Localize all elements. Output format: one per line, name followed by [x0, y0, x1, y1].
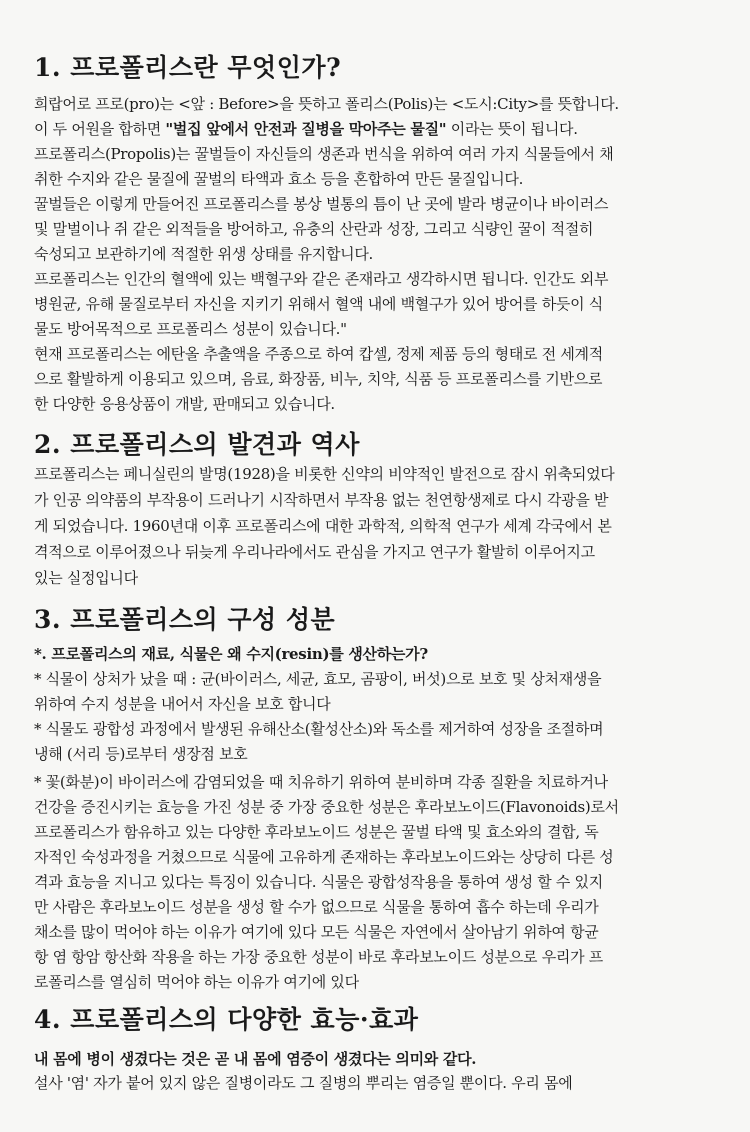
- section-1-line: 희랍어로 프로(pro)는 <앞 : Before>을 뜻하고 폴리스(Polis)는 <도시:City>를 뜻합니다.: [34, 95, 619, 113]
- section-3-subheading: *. 프로폴리스의 재료, 식물은 왜 수지(resin)를 생산하는가?: [34, 645, 428, 663]
- section-1-line: 프로폴리스(Propolis)는 꿀벌들이 자신들의 생존과 번식을 위하여 여러 가지 식물들에서 채: [34, 145, 614, 163]
- section-3-line: 프로폴리스가 함유하고 있는 다양한 후라보노이드 성분은 꿀벌 타액 및 효소와의 결합, 독: [34, 823, 599, 841]
- section-2-line: 게 되었습니다. 1960년대 이후 프로폴리스에 대한 과학적, 의학적 연구가 세계 각국에서 본: [34, 517, 612, 535]
- section-1-line: 이 두 어원을 합하면 "벌집 앞에서 안전과 질병을 막아주는 물질" 이라는 뜻이 됩니다.: [34, 120, 578, 138]
- section-3-line: 채소를 많이 먹어야 하는 이유가 여기에 있다 모든 식물은 자연에서 살아남기 위하여 항균: [34, 923, 599, 941]
- section-1-line: 프로폴리스는 인간의 혈액에 있는 백혈구와 같은 존재라고 생각하시면 됩니다. 인간도 외부: [34, 270, 609, 288]
- section-3-line: 자적인 숙성과정을 거쳤으므로 식물에 고유하게 존재하는 후라보노이드와는 상당히 다른 성: [34, 848, 614, 866]
- section-3-line: * 식물이 상처가 났을 때 : 균(바이러스, 세균, 효모, 곰팡이, 버섯)으로 보호 및 상처재생을: [34, 670, 602, 688]
- section-3-line: 건강을 증진시키는 효능을 가진 성분 중 가장 중요한 성분은 후라보노이드(Flavonoids)로서: [34, 798, 619, 816]
- section-2-line: 프로폴리스는 페니실린의 발명(1928)을 비롯한 신약의 비약적인 발전으로 잠시 위축되었다: [34, 465, 615, 483]
- section-1-line: 취한 수지와 같은 물질에 꿀벌의 타액과 효소 등을 혼합하여 만든 물질입니다.: [34, 170, 524, 188]
- section-3-heading: 3. 프로폴리스의 구성 성분: [34, 605, 336, 634]
- section-4-line: 설사 '염' 자가 붙어 있지 않은 질병이라도 그 질병의 뿌리는 염증일 뿐이다. 우리 몸에: [34, 1074, 573, 1092]
- section-3-line: 만 사람은 후라보노이드 성분을 생성 할 수가 없으므로 식물을 통하여 흡수 하는데 우리가: [34, 898, 599, 916]
- section-1-line: 및 말벌이나 쥐 같은 외적들을 방어하고, 유충의 산란과 성장, 그리고 식량인 꿀이 적절히: [34, 220, 594, 238]
- section-2-line: 있는 실정입니다: [34, 569, 138, 587]
- section-3-line: 항 염 항암 항산화 작용을 하는 가장 중요한 성분이 바로 후라보노이드 성분으로 우리가 프: [34, 948, 603, 966]
- section-2-heading: 2. 프로폴리스의 발견과 역사: [34, 430, 360, 459]
- section-1-line: 숙성되고 보관하기에 적절한 위생 상태를 유지합니다.: [34, 245, 373, 263]
- section-2-line: 가 인공 의약품의 부작용이 드러나기 시작하면서 부작용 없는 천연항생제로 다시 각광을 받: [34, 491, 609, 509]
- section-3-line: * 식물도 광합성 과정에서 발생된 유해산소(활성산소)와 독소를 제거하여 성장을 조절하며: [34, 720, 604, 738]
- section-3-line: 로폴리스를 열심히 먹어야 하는 이유가 여기에 있다: [34, 973, 359, 991]
- section-4-lead: 내 몸에 병이 생겼다는 것은 곧 내 몸에 염증이 생겼다는 의미와 같다.: [34, 1050, 477, 1068]
- section-1-heading: 1. 프로폴리스란 무엇인가?: [34, 53, 342, 82]
- section-3-line: 격과 효능을 지니고 있다는 특징이 있습니다. 식물은 광합성작용을 통하여 생성 할 수 있지: [34, 873, 603, 891]
- section-3-line: 냉해 (서리 등)로부터 생장점 보호: [34, 745, 248, 763]
- section-4-heading: 4. 프로폴리스의 다양한 효능·효과: [34, 1005, 419, 1034]
- section-1-line: 으로 활발하게 이용되고 있으며, 음료, 화장품, 비누, 치약, 식품 등 프로폴리스를 기반으로: [34, 370, 603, 388]
- key-phrase: "벌집 앞에서 안전과 질병을 막아주는 물질": [165, 120, 447, 138]
- section-3-line: * 꽃(화분)이 바이러스에 감염되었을 때 치유하기 위하여 분비하며 각종 질환을 치료하거나: [34, 773, 608, 791]
- section-2-line: 격적으로 이루어졌으나 뒤늦게 우리나라에서도 관심을 가지고 연구가 활발히 이루어지고: [34, 543, 595, 561]
- section-1-line: 병원균, 유해 물질로부터 자신을 지키기 위해서 혈액 내에 백혈구가 있어 방어를 하듯이 식: [34, 295, 603, 313]
- section-3-line: 위하여 수지 성분을 내어서 자신을 보호 합니다: [34, 695, 331, 713]
- section-1-line: 꿀벌들은 이렇게 만들어진 프로폴리스를 봉상 벌통의 틈이 난 곳에 발라 병균이나 바이러스: [34, 195, 609, 213]
- section-1-line: 한 다양한 응용상품이 개발, 판매되고 있습니다.: [34, 395, 335, 413]
- section-1-line: 현재 프로폴리스는 에탄올 추출액을 주종으로 하여 캅셀, 정제 제품 등의 형태로 전 세계적: [34, 345, 603, 363]
- section-1-line: 물도 방어목적으로 프로폴리스 성분이 있습니다.": [34, 320, 347, 338]
